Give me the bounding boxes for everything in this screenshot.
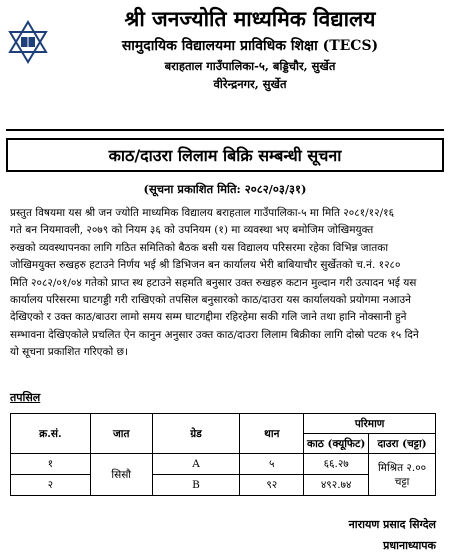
header-species: जात	[90, 414, 152, 454]
cell-species: सिसौ	[90, 454, 152, 496]
cell-location: ९२	[240, 475, 304, 496]
cell-sn: २	[11, 475, 91, 496]
signatory-title: प्रधानाध्यापक	[383, 539, 436, 552]
header-sn: क्र.सं.	[11, 414, 91, 454]
cell-sn: १	[11, 454, 91, 475]
published-date: (सूचना प्रकाशित मिति: २०८२/०३/३१)	[143, 182, 307, 196]
body-line: कार्यालय परिसरमा घाटगड्डी गरी राखिएको तपसिल बनुसारको काठ/दाउरा यस कार्यालयको प्रयोगमा नआउने	[10, 294, 411, 307]
details-table	[10, 413, 436, 496]
school-name: श्री जनज्योति माध्यमिक विद्यालय	[124, 6, 376, 31]
header-firewood: दाउरा (चट्टा)	[369, 434, 436, 454]
body-line: मिति २०८२/०१/०४ गतेको प्राप्त स्थ हटाउने सहमति बनुसार उक्त रुखहरु कटान मुल्दान गरी उत्पादन भई यस	[10, 276, 417, 289]
header-location: थान	[240, 414, 304, 454]
table-row	[11, 454, 436, 475]
letterhead	[50, 6, 450, 92]
body-line: सम्भावना देखिएकोले प्रचलित ऐन कानुन अनुसार उक्त काठ/दाउरा लिलाम बिक्रीका लागि दोस्रो पटक १५ दिने	[10, 328, 419, 341]
address-line-1: बराहताल गाउँपालिका-५, बड्डिचौर, सुर्खेत	[164, 59, 336, 73]
notice-title-box	[6, 138, 444, 172]
firewood-line-2: चट्टा	[394, 475, 410, 488]
body-line: जोखिमयुक्त रुखहरु हटाउने निर्णय भई श्री डिभिजन बन कार्यालय भेरी बाबियाचौर सुर्खेतको च.नं. १२८०	[10, 259, 401, 272]
details-heading: तपसिल	[10, 391, 41, 404]
body-line: देखिएको र उक्त काठ/बाउरा लामो समय सम्म घाटगद्दीमा रहिरहेमा सकी गलि जाने तथा हानि नोक्सानी हुने	[10, 311, 407, 324]
body-line: रुखको व्यवस्थापनका लागि गठित समितिको बैठक बसी यस विद्यालय परिसरमा रहेका विभिन्न जातका	[10, 241, 389, 254]
notice-body	[10, 205, 440, 362]
program-name: सामुदायिक विद्यालयमा प्राविधिक शिक्षा (TECS)	[121, 38, 379, 54]
body-line: यो सूचना प्रकाशित गरिएको छ।	[10, 346, 128, 359]
header-divider	[6, 129, 444, 131]
body-line: प्रस्तुत विषयमा यस श्री जन ज्योति माध्यमिक विद्यालय बराहताल गाउँपालिका-५ मा मिति २०८१/१२/१६	[10, 207, 395, 219]
school-emblem-icon	[8, 20, 48, 64]
cell-wood: ४९२.७४	[304, 475, 369, 496]
header-grade: ग्रेड	[152, 414, 240, 454]
cell-location: ५	[240, 454, 304, 475]
address-line-2: वीरेन्द्रनगर, सुर्खेत	[213, 77, 287, 91]
signatory-name: नारायण प्रसाद सिग्देल	[348, 518, 436, 531]
cell-wood: ६६.२७	[304, 454, 369, 475]
cell-firewood	[369, 454, 436, 496]
cell-grade: B	[152, 475, 240, 496]
body-line: गते बन नियमावली, २०७९ को नियम ३६ को उपनियम (१) मा व्यवस्था भए बमोजिम जोखिमयुक्त	[10, 224, 374, 237]
header-quantity: परिमाण	[304, 414, 436, 434]
notice-title: काठ/दाउरा लिलाम बिक्रि सम्बन्धी सूचना	[108, 146, 342, 165]
cell-grade: A	[152, 454, 240, 475]
firewood-line-1: मिश्रित २.००	[377, 461, 427, 474]
header-wood: काठ (क्यूफिट)	[304, 434, 369, 454]
